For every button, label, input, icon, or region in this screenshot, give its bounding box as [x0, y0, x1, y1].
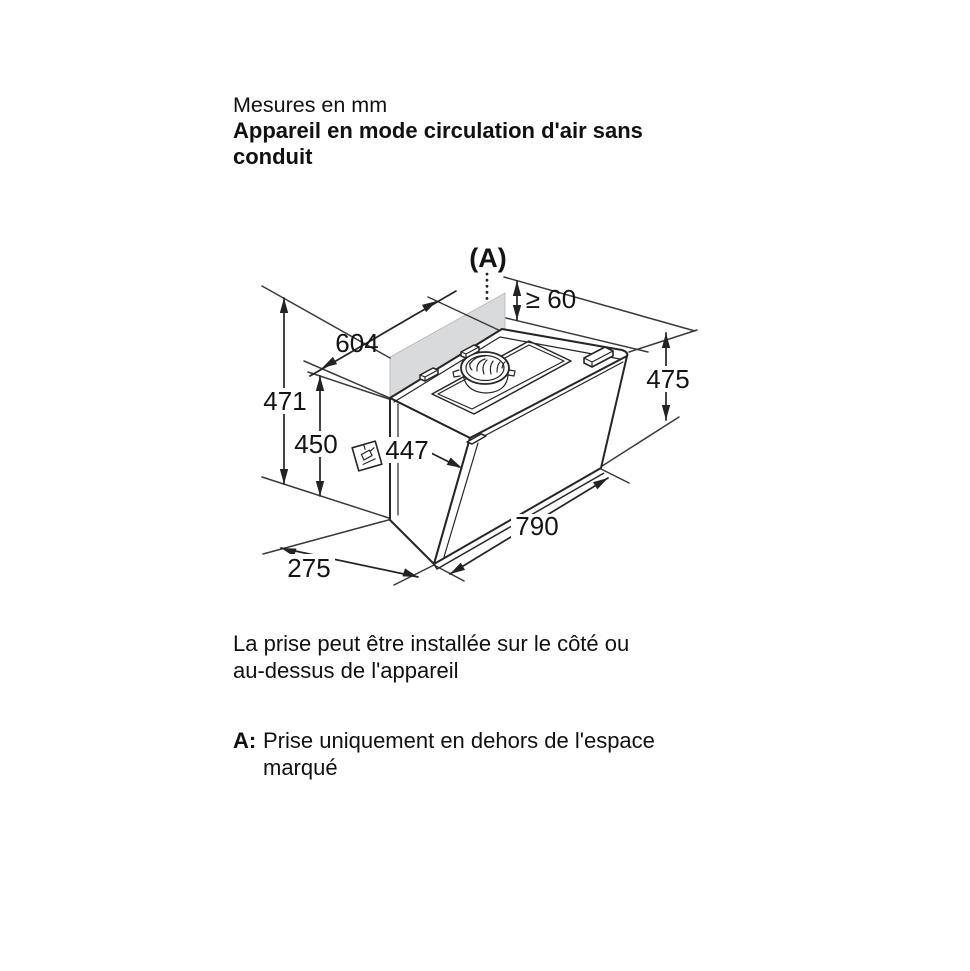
note-a-line2: marqué [263, 755, 338, 780]
dim-label-790: 790 [515, 511, 559, 541]
dim-label-471: 471 [263, 386, 307, 416]
page-title-line1: Appareil en mode circulation d'air sans [233, 118, 643, 143]
socket-note [233, 630, 629, 684]
dim-label-450: 450 [294, 429, 338, 459]
measures-note: Mesures en mm [233, 93, 388, 117]
dim-label-447: 447 [385, 435, 429, 465]
dim-label-604: 604 [335, 328, 379, 358]
page-title-line2: conduit [233, 144, 313, 169]
dim-label-275: 275 [287, 553, 331, 583]
point-a-label: (A) [469, 243, 507, 273]
hob-symbol-icon [352, 441, 382, 471]
dim-label-475: 475 [646, 364, 690, 394]
note-a [233, 727, 655, 781]
socket-note-line1: La prise peut être installée sur le côté ou [233, 631, 630, 656]
dim-label-clearance: ≥ 60 [525, 284, 577, 314]
socket-note-line2: au-dessus de l'appareil [233, 658, 459, 683]
note-a-line1: Prise uniquement en dehors de l'espace [263, 728, 655, 753]
note-a-label: A: [233, 728, 257, 753]
